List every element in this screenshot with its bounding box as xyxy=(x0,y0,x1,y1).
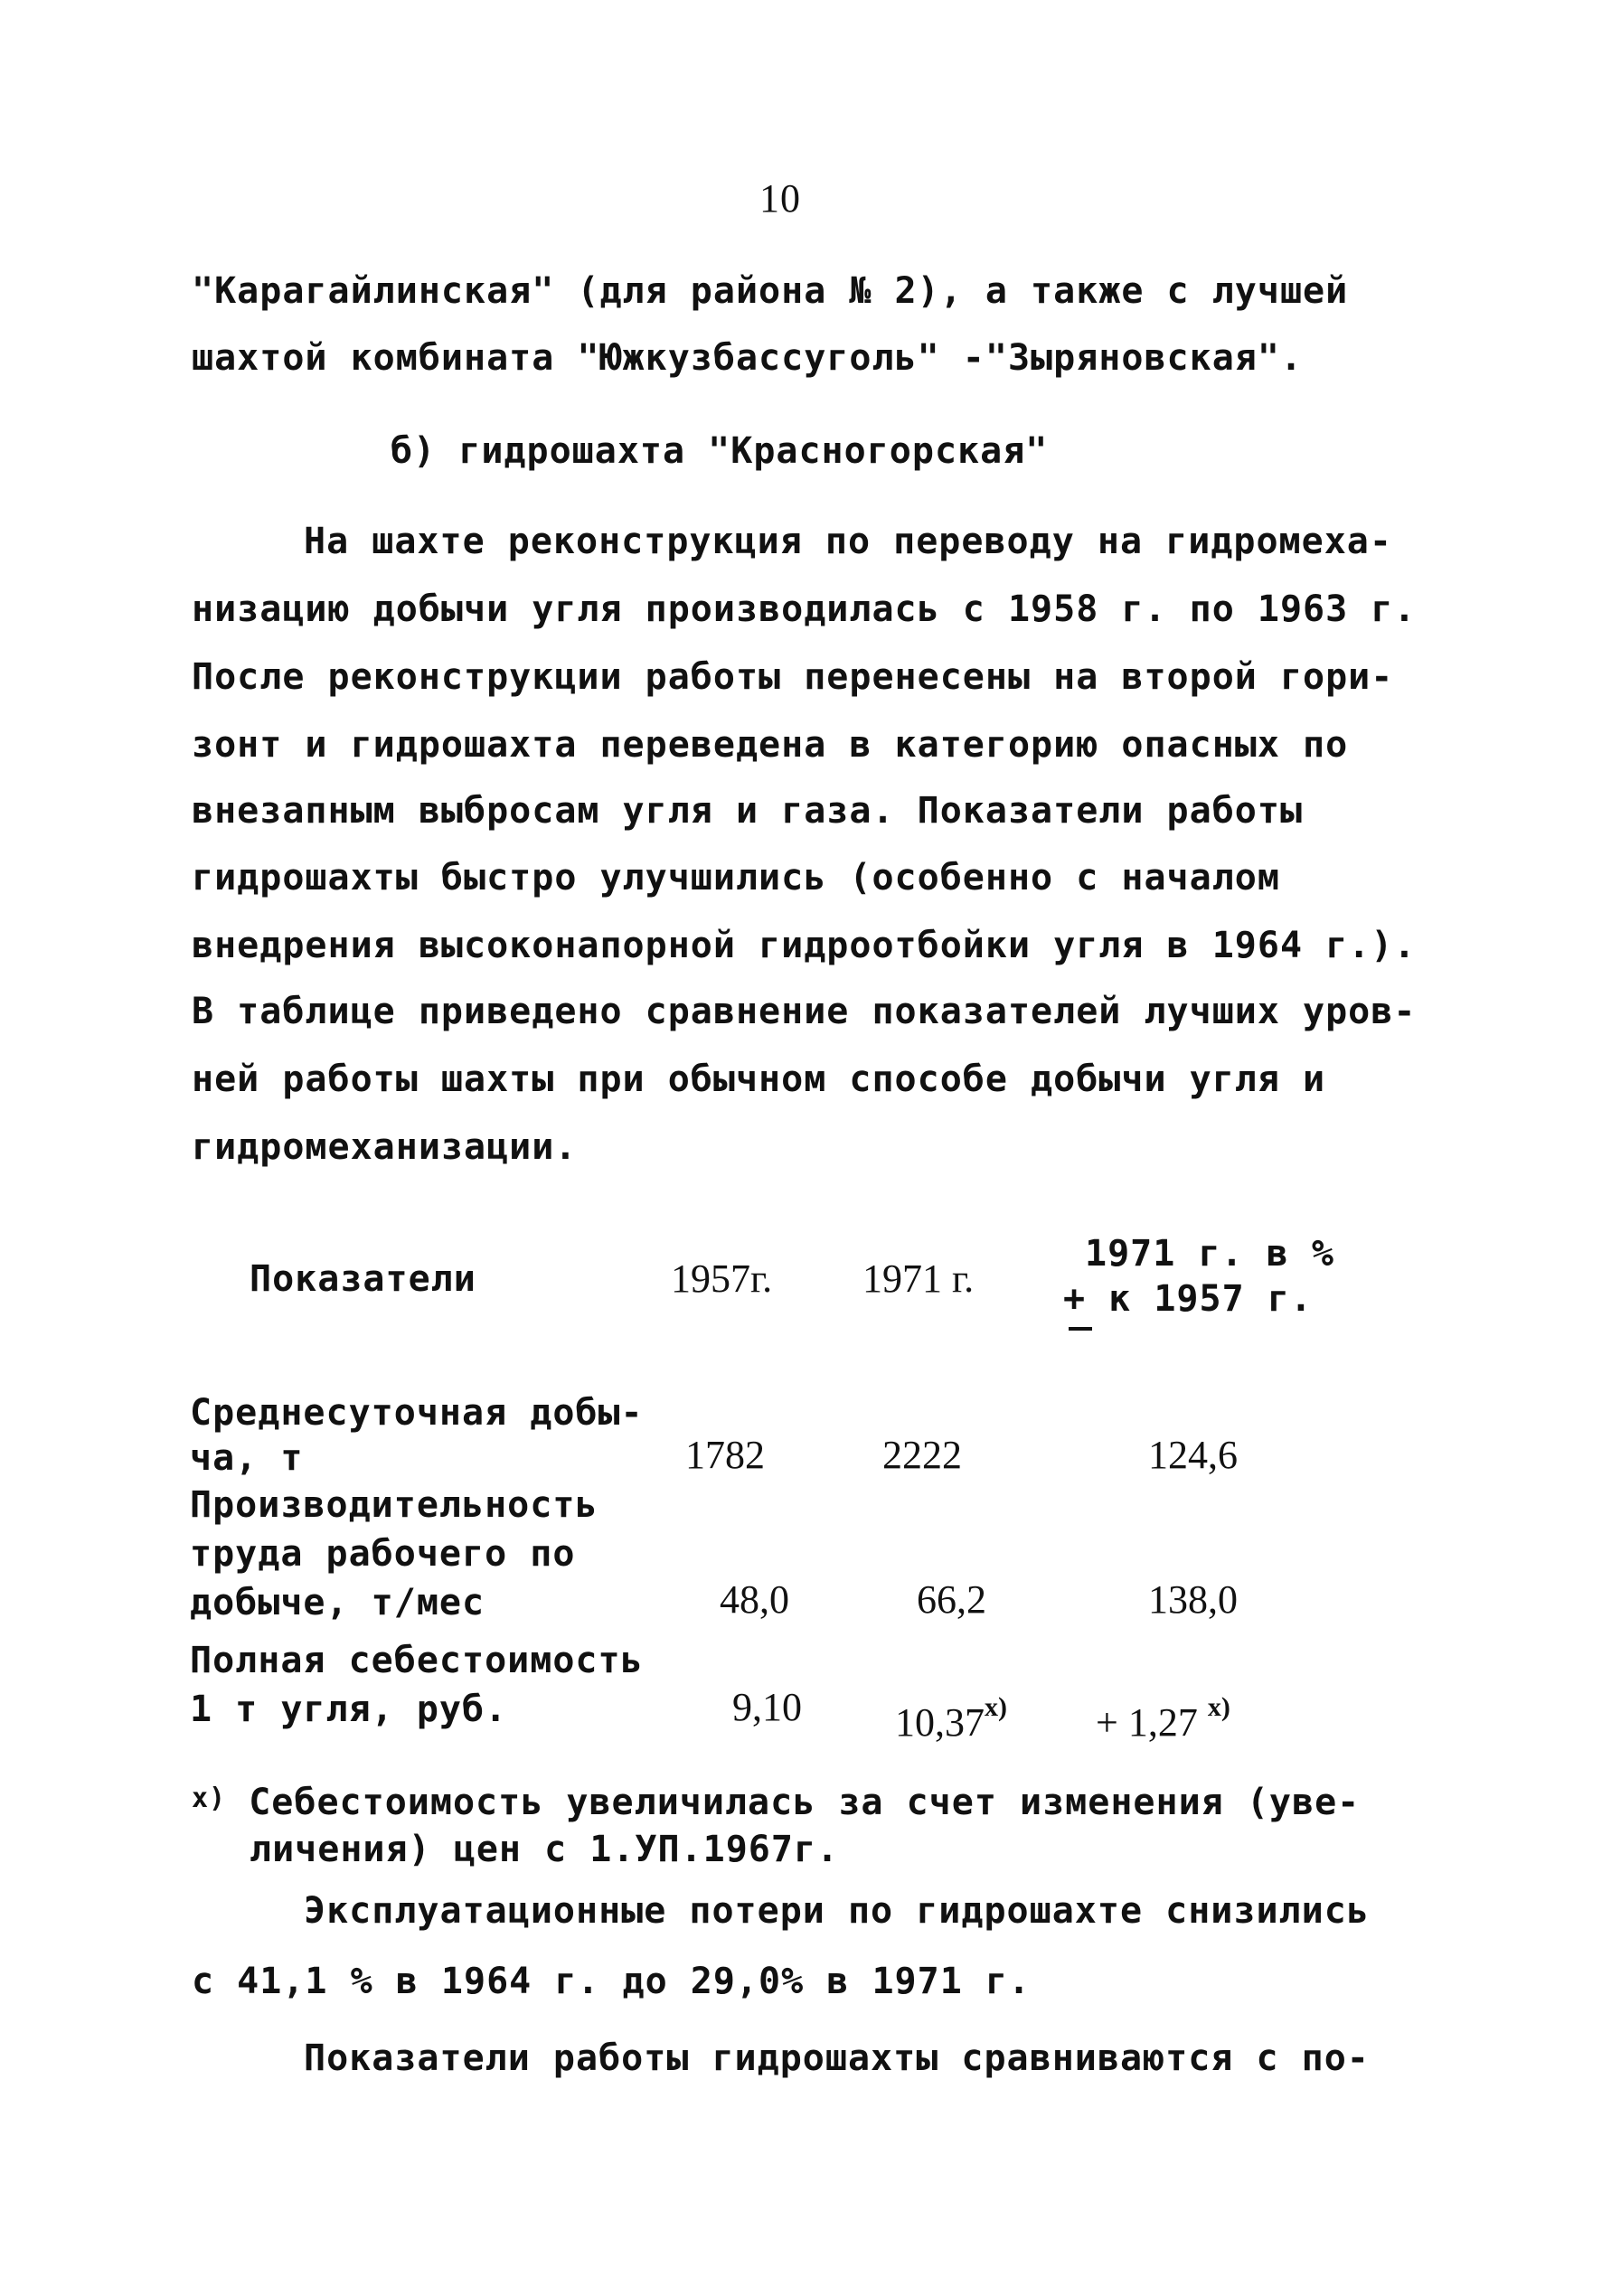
table-header-compare-line-1: 1971 г. в % xyxy=(1085,1233,1334,1275)
table-row-label: Производительность xyxy=(190,1484,598,1526)
table-header-1957: 1957г. xyxy=(671,1256,773,1301)
table-cell-1957: 1782 xyxy=(685,1433,765,1477)
paragraph-line: Показатели работы гидрошахты сравниваются с по- xyxy=(304,2037,1370,2079)
table-row-label: ча, т xyxy=(190,1437,304,1479)
table-cell-1957-value: 9,10 xyxy=(732,1685,802,1729)
footnote-marker: x) xyxy=(1207,1692,1230,1722)
table-cell-1971 xyxy=(895,1685,1007,1746)
page-number: 10 xyxy=(759,176,801,221)
table-row-label: труда рабочего по xyxy=(190,1533,576,1575)
table-cell-compare xyxy=(1096,1685,1230,1746)
footnote-marker: x) xyxy=(985,1692,1007,1722)
paragraph-line: После реконструкции работы перенесены на второй гори- xyxy=(192,656,1394,698)
table-header-compare-line-2: + к 1957 г. xyxy=(1063,1278,1313,1320)
paragraph-line: ней работы шахты при обычном способе добычи угля и xyxy=(192,1059,1326,1100)
paragraph-line: гидромеханизации. xyxy=(192,1126,578,1168)
footnote-marker: x) xyxy=(192,1783,227,1814)
paragraph-line: шахтой комбината "Южкузбассуголь" -"Зыряновская". xyxy=(192,337,1304,379)
paragraph-line: низацию добычи угля производилась с 1958 г. по 1963 г. xyxy=(192,588,1417,630)
section-heading: б) гидрошахта "Красногорская" xyxy=(391,430,1049,472)
paragraph-line: с 41,1 % в 1964 г. до 29,0% в 1971 г. xyxy=(192,1961,1032,2002)
paragraph-line: "Карагайлинская" (для района № 2), а также с лучшей xyxy=(192,270,1349,312)
paragraph-line: гидрошахты быстро улучшились (особенно с началом xyxy=(192,857,1280,899)
table-row-label: 1 т угля, руб. xyxy=(190,1689,508,1730)
table-cell-1957: 48,0 xyxy=(720,1577,789,1622)
footnote-line: личения) цен с 1.УП.1967г. xyxy=(250,1829,840,1870)
table-header-indicator: Показатели xyxy=(250,1258,476,1300)
table-cell-compare: 124,6 xyxy=(1148,1433,1238,1477)
footnote xyxy=(192,1777,1360,1824)
paragraph-line: На шахте реконструкция по переводу на гидромеха- xyxy=(304,521,1392,562)
plus-minus-underline xyxy=(1069,1327,1092,1331)
paragraph-line: Эксплуатационные потери по гидрошахте снизились xyxy=(304,1890,1370,1932)
paragraph-line: зонт и гидрошахта переведена в категорию опасных по xyxy=(192,724,1349,766)
table-cell-compare: 138,0 xyxy=(1148,1577,1238,1622)
table-row-label: добыче, т/мес xyxy=(190,1582,485,1623)
paragraph-line: внедрения высоконапорной гидроотбойки угля в 1964 г.). xyxy=(192,925,1417,966)
table-cell-1957 xyxy=(732,1685,802,1730)
table-row-label: Среднесуточная добы- xyxy=(190,1392,644,1434)
table-row-label: Полная себестоимость xyxy=(190,1640,644,1681)
table-cell-1971: 2222 xyxy=(882,1433,962,1477)
table-cell-compare-value: + 1,27 xyxy=(1096,1700,1198,1745)
paragraph-line: внезапным выбросам угля и газа. Показатели работы xyxy=(192,790,1304,832)
footnote-text: Себестоимость увеличилась за счет изменения (уве- xyxy=(249,1782,1361,1823)
paragraph-line: В таблице приведено сравнение показателей лучших уров- xyxy=(192,991,1417,1032)
table-header-1971: 1971 г. xyxy=(862,1256,975,1301)
table-cell-1971-value: 10,37 xyxy=(895,1700,985,1745)
table-cell-1971: 66,2 xyxy=(917,1577,986,1622)
